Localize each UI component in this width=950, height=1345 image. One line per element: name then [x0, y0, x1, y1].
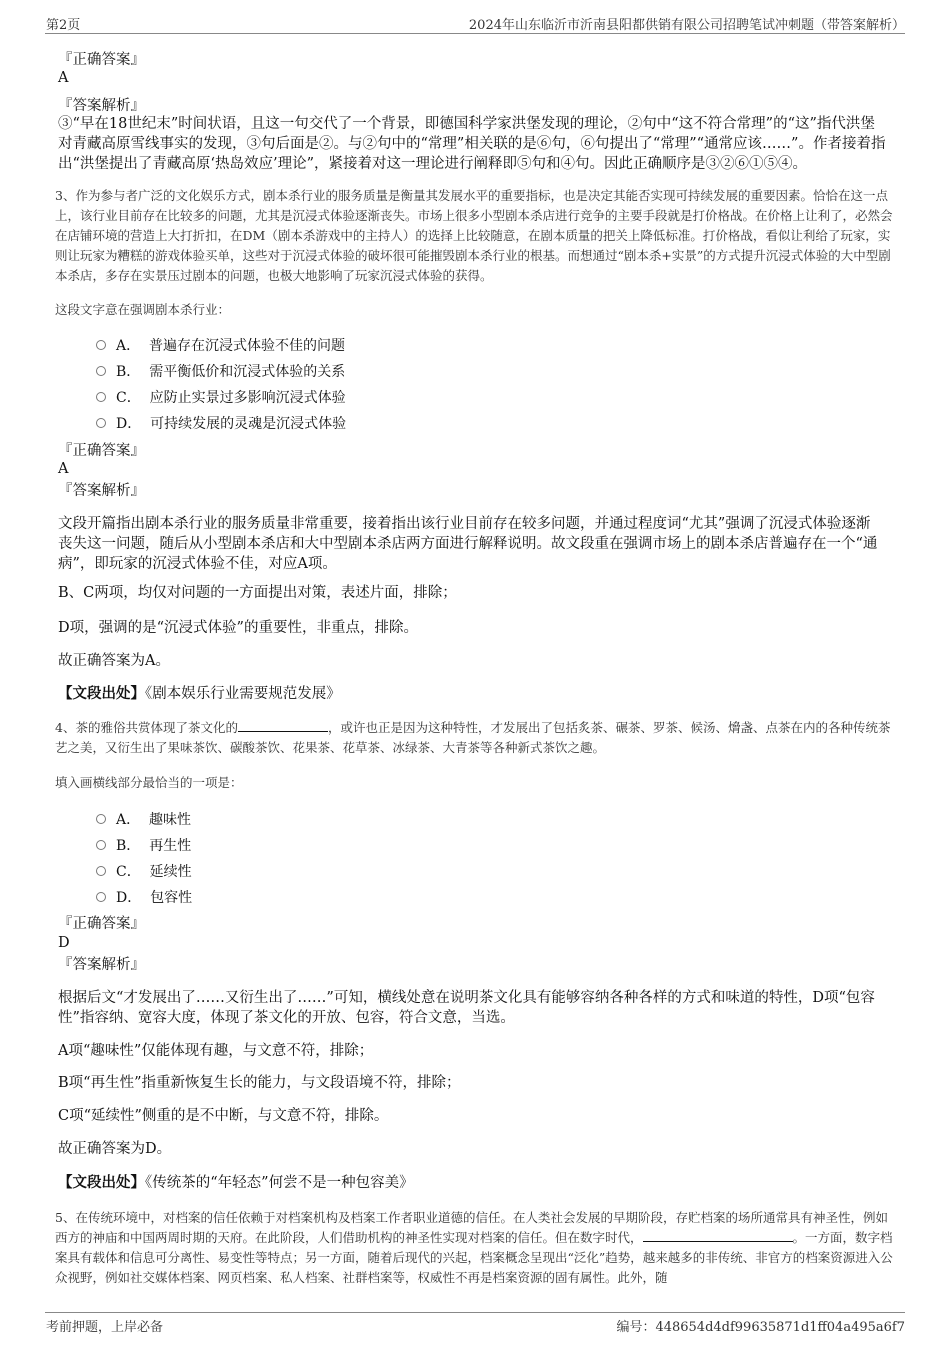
q2-analysis-text: ③“早在18世纪末”时间状语，且这一句交代了一个背景，即德国科学家洪堡发现的理论，②句中“这不符合常理”的“这”指代洪堡对青藏高原雪线事实的发现，③句后面是②。与②句中的“常理”相关联的是⑥句，⑥句提出了“常理”“通常应该……”。作者接着指出“洪堡提出了青藏高原‘热岛效应’理论”，紧接着对这一理论进行阐释即⑤句和④句。因此正确顺序是③②⑥①⑤④。	[58, 116, 886, 172]
page-number: 第2页	[46, 18, 81, 33]
q4-analysis-para: 故正确答案为D。	[58, 1141, 172, 1157]
q4-analysis-para: 根据后文“才发展出了……又衍生出了……”可知，横线处意在说明茶文化具有能够容纳各种各样的方式和味道的特性，D项“包容性”指容纳、宽容大度，体现了茶文化的开放、包容，符合文意，当选。	[58, 990, 875, 1026]
document-title: 2024年山东临沂市沂南县阳都供销有限公司招聘笔试冲刺题（带答案解析）	[468, 18, 905, 33]
option-key: B．	[116, 838, 141, 854]
q3-stem: 3、作为参与者广泛的文化娱乐方式，剧本杀行业的服务质量是衡量其发展水平的重要指标，也是决定其能否实现可持续发展的重要因素。恰恰在这一点上，该行业目前存在比较多的问题，尤其是沉浸式体验逐渐丧失。市场上很多小型剧本杀店进行竞争的主要手段就是打价格战。在价格上让利了，必然会在店铺环境的营造上大打折扣，在DM（剧本杀游戏中的主持人）的选择上比较随意，在剧本质量的把关上降低标准。打价格战，看似让利给了玩家，实则让玩家为糟糕的游戏体验买单，这些对于沉浸式体验的破坏很可能摧毁剧本杀行业的根基。而想通过“剧本杀+实景”的方式提升沉浸式体验的大中型剧本杀店，多存在实景压过剧本的问题，也极大地影响了玩家沉浸式体验的获得。	[55, 188, 893, 283]
q4-analysis-para: A项“趣味性”仅能体现有趣，与文意不符，排除；	[58, 1043, 374, 1059]
radio-icon[interactable]	[96, 814, 106, 824]
option-text: 应防止实景过多影响沉浸式体验	[149, 390, 346, 406]
q2-answer-label: 『正确答案』	[58, 52, 145, 68]
q3-prompt: 这段文字意在强调剧本杀行业：	[55, 302, 231, 317]
q3-source	[58, 684, 890, 704]
q3-analysis-para: 文段开篇指出剧本杀行业的服务质量非常重要，接着指出该行业目前存在较多问题，并通过程度词“尤其”强调了沉浸式体验逐渐丧失这一问题，随后从小型剧本杀店和大中型剧本杀店两方面进行解释说明。故文段重在强调市场上的剧本杀店普遍存在一个“通病”，即玩家的沉浸式体验不佳，对应A项。	[58, 516, 878, 572]
option-text: 普遍存在沉浸式体验不佳的问题	[149, 338, 346, 354]
option-text: 可持续发展的灵魂是沉浸式体验	[150, 416, 347, 432]
q4-option-a[interactable]	[96, 809, 396, 829]
q4-prompt: 填入画横线部分最恰当的一项是：	[55, 775, 243, 790]
footer-slogan: 考前押题，上岸必备	[46, 1320, 164, 1335]
q3-analysis-para: B、C两项，均仅对问题的一方面提出对策，表述片面，排除；	[58, 585, 457, 601]
option-key: A．	[116, 812, 141, 828]
q3-analysis-para: 故正确答案为A。	[58, 653, 170, 669]
source-label: 【文段出处】	[58, 685, 145, 702]
q4-source	[58, 1173, 890, 1193]
q4-option-c[interactable]	[96, 861, 396, 881]
footer-divider	[45, 1312, 905, 1313]
option-key: C．	[116, 390, 141, 406]
q5-stem	[55, 1208, 897, 1288]
option-key: D．	[116, 890, 142, 906]
q4-answer-label: 『正确答案』	[58, 916, 145, 932]
q3-answer-label: 『正确答案』	[58, 443, 145, 459]
q3-option-a[interactable]	[96, 335, 496, 355]
q3-option-c[interactable]	[96, 387, 496, 407]
radio-icon[interactable]	[96, 866, 106, 876]
option-text: 包容性	[150, 890, 193, 906]
source-label: 【文段出处】	[58, 1174, 145, 1191]
q3-answer-value: A	[58, 461, 69, 477]
option-key: A．	[116, 338, 141, 354]
radio-icon[interactable]	[96, 392, 106, 402]
q2-answer-value: A	[58, 70, 69, 86]
q4-analysis-para: C项“延续性”侧重的是不中断，与文意不符，排除。	[58, 1108, 389, 1124]
radio-icon[interactable]	[96, 892, 106, 902]
fill-blank	[643, 1229, 793, 1242]
option-key: D．	[116, 416, 142, 432]
source-title: 《传统茶的“年轻态”何尝不是一种包容美》	[145, 1175, 414, 1191]
stem-text: 。一方面，数字档案具有载体和信息可分离性、易变性等特点；另一方面，随着后现代的兴起，档案概念呈现出“泛化”趋势，越来越多的非传统、非官方的档案资源进入公众视野，例如社交媒体档案、网页档案、私人档案、社群档案等，权威性不再是档案资源的固有属性。此外，随	[55, 1230, 893, 1285]
q4-analysis-para: B项“再生性”指重新恢复生长的能力，与文段语境不符，排除；	[58, 1075, 461, 1091]
option-text: 需平衡低价和沉浸式体验的关系	[149, 364, 346, 380]
q3-option-b[interactable]	[96, 361, 496, 381]
q3-analysis-label: 『答案解析』	[58, 483, 145, 499]
q4-stem	[55, 718, 897, 758]
q4-answer-value: D	[58, 935, 70, 951]
radio-icon[interactable]	[96, 366, 106, 376]
q3-option-d[interactable]	[96, 413, 496, 433]
radio-icon[interactable]	[96, 840, 106, 850]
q4-option-d[interactable]	[96, 887, 396, 907]
fill-blank	[238, 719, 328, 732]
q4-option-b[interactable]	[96, 835, 396, 855]
option-text: 延续性	[149, 864, 192, 880]
radio-icon[interactable]	[96, 418, 106, 428]
option-key: C．	[116, 864, 141, 880]
stem-text: ，或许也正是因为这种特性，才发展出了包括炙茶、碾茶、罗茶、候汤、熁盏、点茶在内的各种传统茶艺之美，又衍生出了果味茶饮、碳酸茶饮、花果茶、花草茶、冰绿茶、大青茶等各种新式茶饮之趣。	[55, 720, 891, 755]
radio-icon[interactable]	[96, 340, 106, 350]
stem-text: 4、茶的雅俗共赏体现了茶文化的	[55, 720, 238, 735]
source-title: 《剧本娱乐行业需要规范发展》	[145, 686, 341, 702]
q3-analysis-para: D项，强调的是“沉浸式体验”的重要性，非重点，排除。	[58, 620, 418, 636]
option-text: 再生性	[149, 838, 192, 854]
q4-analysis-label: 『答案解析』	[58, 957, 145, 973]
option-key: B．	[116, 364, 141, 380]
footer-serial: 编号：448654d4df99635871d1ff04a495a6f7	[616, 1320, 905, 1335]
q2-analysis-label: 『答案解析』	[58, 98, 145, 114]
stem-text: 5、在传统环境中，对档案的信任依赖于对档案机构及档案工作者职业道德的信任。在人类社会发展的早期阶段，存贮档案的场所通常具有神圣性，例如西方的神庙和中国两周时期的天府。在此阶段，人们借助机构的神圣性实现对档案的信任。但在数字时代，	[55, 1210, 888, 1245]
header-divider	[45, 33, 905, 34]
option-text: 趣味性	[149, 812, 192, 828]
